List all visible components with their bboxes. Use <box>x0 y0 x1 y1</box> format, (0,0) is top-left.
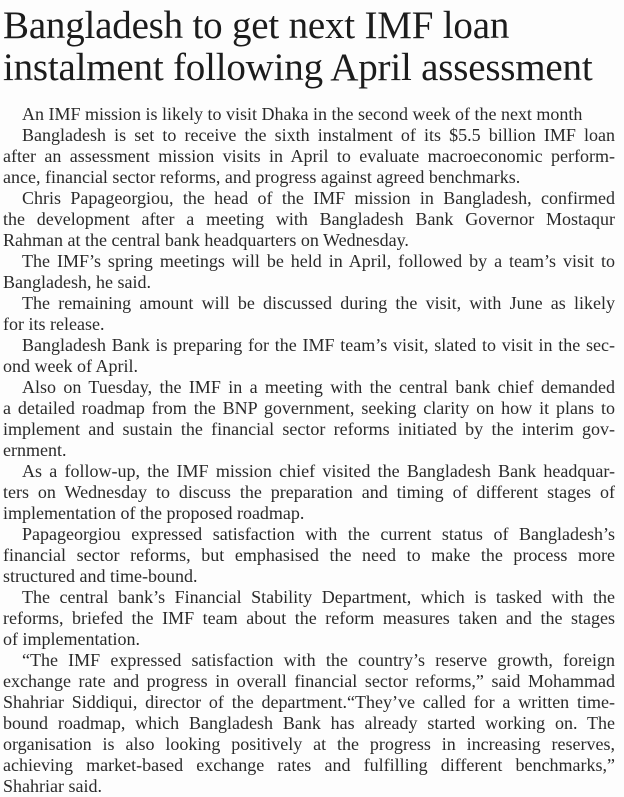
paragraph <box>3 293 615 335</box>
paragraph-line: structured and time-bound. <box>3 566 198 586</box>
headline-line: instalment following April assessment <box>3 46 593 89</box>
paragraph <box>3 251 615 293</box>
paragraph-line: “The IMF expressed satisfaction with the country’s reserve growth, foreign <box>22 650 615 670</box>
paragraph-line: reforms, briefed the IMF team about the reform measures taken and the stages <box>3 608 615 628</box>
paragraph-line: implement and sustain the financial sector reforms initiated by the interim gov- <box>3 419 615 439</box>
paragraph-line: organisation is also looking positively at the progress in increasing reserves, <box>3 734 615 754</box>
paragraph-line: The IMF’s spring meetings will be held in April, followed by a team’s visit to <box>22 251 615 271</box>
paragraph <box>3 587 615 650</box>
paragraph <box>3 650 615 797</box>
paragraph-line: ance, financial sector reforms, and progress against agreed benchmarks. <box>3 167 521 187</box>
paragraph-line: An IMF mission is likely to visit Dhaka in the second week of the next month <box>22 104 583 124</box>
paragraph <box>3 104 615 125</box>
paragraph <box>3 524 615 587</box>
paragraph-line: Bangladesh is set to receive the sixth instalment of its $5.5 billion IMF loan <box>22 125 615 145</box>
headline-line: Bangladesh to get next IMF loan <box>3 4 510 47</box>
paragraph-line: Shahriar said. <box>3 776 102 796</box>
paragraph-line: after an assessment mission visits in April to evaluate macroeconomic perform- <box>3 146 615 166</box>
paragraph-line: The central bank’s Financial Stability Department, which is tasked with the <box>22 587 615 607</box>
headline <box>3 5 615 89</box>
paragraph-line: of implementation. <box>3 629 140 649</box>
paragraph-line: for its release. <box>3 314 105 334</box>
paragraph-line: achieving market-based exchange rates and fulfilling different benchmarks,” <box>3 755 615 775</box>
paragraph-line: ernment. <box>3 440 67 460</box>
paragraph <box>3 125 615 188</box>
paragraph-line: financial sector reforms, but emphasised the need to make the process more <box>3 545 615 565</box>
paragraph-line: Rahman at the central bank headquarters on Wednesday. <box>3 230 409 250</box>
paragraph-line: Bangladesh, he said. <box>3 272 151 292</box>
paragraph <box>3 377 615 461</box>
paragraph-line: Papageorgiou expressed satisfaction with the current status of Bangladesh’s <box>22 524 615 544</box>
paragraph <box>3 188 615 251</box>
paragraph-line: bound roadmap, which Bangladesh Bank has already started working on. The <box>3 713 615 733</box>
paragraph-line: the development after a meeting with Bangladesh Bank Governor Mostaqur <box>3 209 615 229</box>
paragraph <box>3 461 615 524</box>
paragraph-line: implementation of the proposed roadmap. <box>3 503 305 523</box>
article-body <box>3 104 615 797</box>
paragraph-line: ond week of April. <box>3 356 138 376</box>
paragraph-line: As a follow-up, the IMF mission chief visited the Bangladesh Bank headquar- <box>22 461 615 481</box>
paragraph-line: The remaining amount will be discussed during the visit, with June as likely <box>22 293 615 313</box>
paragraph <box>3 335 615 377</box>
paragraph-line: Bangladesh Bank is preparing for the IMF team’s visit, slated to visit in the sec- <box>22 335 615 355</box>
paragraph-line: exchange rate and progress in overall financial sector reforms,” said Mohammad <box>3 671 615 691</box>
paragraph-line: a detailed roadmap from the BNP government, seeking clarity on how it plans to <box>3 398 615 418</box>
paragraph-line: Shahriar Siddiqui, director of the department.“They’ve called for a written time- <box>3 692 615 712</box>
paragraph-line: Chris Papageorgiou, the head of the IMF mission in Bangladesh, confirmed <box>22 188 615 208</box>
paragraph-line: Also on Tuesday, the IMF in a meeting with the central bank chief demanded <box>22 377 615 397</box>
paragraph-line: ters on Wednesday to discuss the preparation and timing of different stages of <box>3 482 615 502</box>
